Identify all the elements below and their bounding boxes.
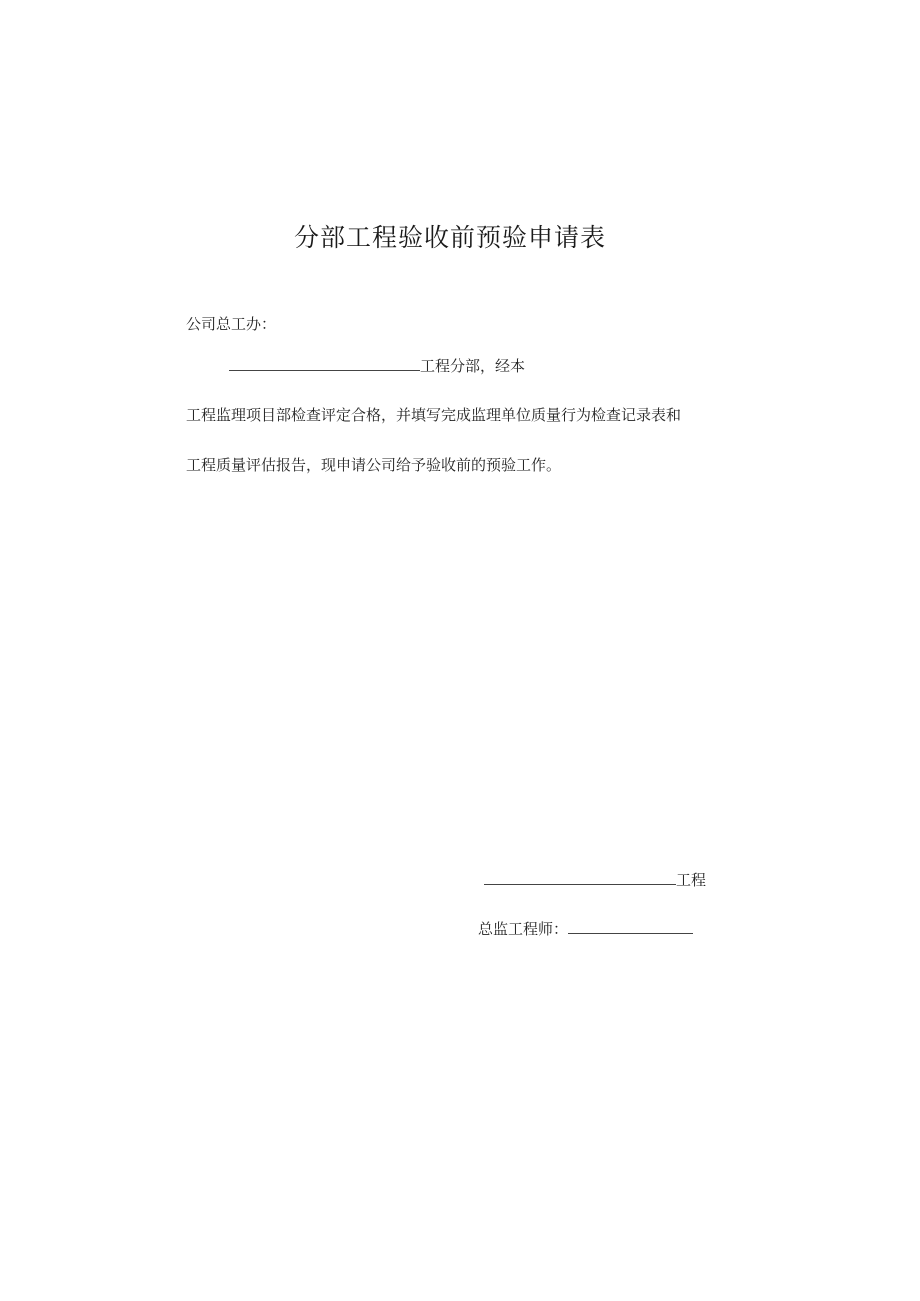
signature-project-blank[interactable]	[484, 870, 676, 885]
project-name-suffix: 工程分部，经本	[420, 357, 526, 375]
signature-engineer-line	[478, 919, 693, 939]
signature-project-line	[484, 870, 706, 890]
signature-project-suffix: 工程	[676, 871, 707, 889]
page-title: 分部工程验收前预验申请表	[293, 223, 606, 252]
body-line-2: 工程监理项目部检查评定合格，并填写完成监理单位质量行为检查记录表和	[186, 406, 682, 424]
signature-engineer-blank[interactable]	[568, 919, 693, 934]
body-line-3: 工程质量评估报告，现申请公司给予验收前的预验工作。	[186, 456, 562, 474]
project-name-blank[interactable]	[229, 356, 420, 371]
signature-engineer-label: 总监工程师：	[478, 920, 569, 938]
project-name-line	[229, 356, 525, 376]
addressee: 公司总工办：	[186, 315, 277, 333]
